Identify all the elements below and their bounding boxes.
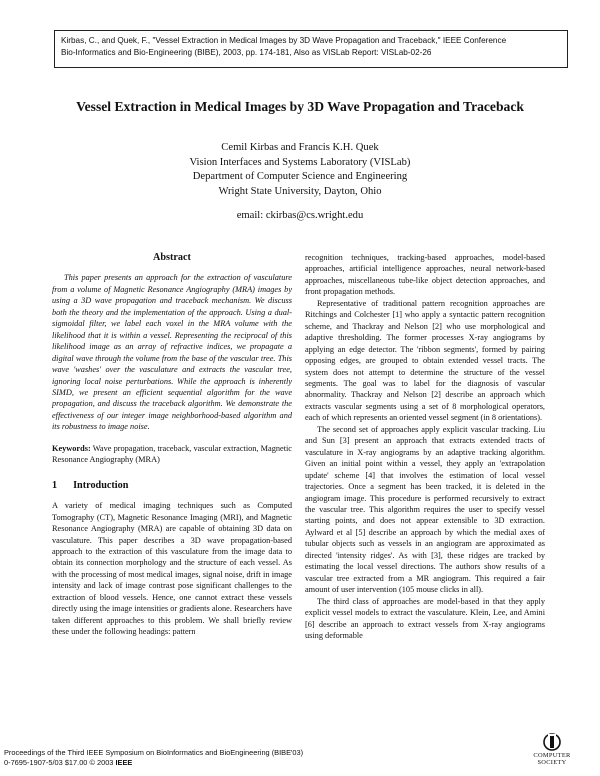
left-column	[52, 252, 292, 638]
author-department: Department of Computer Science and Engineering	[192, 171, 408, 182]
footer-proceedings: Proceedings of the Third IEEE Symposium on BioInformatics and BioEngineering (BIBE'03)	[4, 748, 304, 757]
citation-line-2: Bio-Informatics and Bio-Engineering (BIBE), 2003, pp. 174-181, Also as VISLab Report: VISLab-02-26	[61, 47, 432, 57]
section-title: Introduction	[73, 479, 129, 491]
author-names: Cemil Kirbas and Francis K.H. Quek	[221, 142, 379, 153]
intro-paragraph-1: A variety of medical imaging techniques such as Computed Tomography (CT), Magnetic Resonance Imaging (MRI), and Magnetic Resonance Angiography (MRA) are capable of obtaining 3D data on vasculature. This paper describes a 3D wave propagation-based approach to the extraction of this vasculature from the image data to obtain its connection morphology and the structure of each vessel. As with the processing of most medical images, signal noise, drift in image intensity and lack of image contrast pose significant challenges to the extraction of blood vessels. Hence, one cannot extract these vessels directly using the image intensities or gradients alone. Researchers have taken different approaches to this problem. We shall briefly review these under the following headings: pattern	[52, 501, 292, 637]
paper-title: Vessel Extraction in Medical Images by 3D Wave Propagation and Traceback	[76, 99, 524, 114]
abstract-text: This paper presents an approach for the extraction of vasculature from a volume of Magnetic Resonance Angiography (MRA) images by using a 3D wave propagation and traceback mechanism. We discuss both the theory and the implementation of the approach. Using a dual-sigmoidal filter, we label each voxel in the MRA volume with the likelihood that it is within a vessel. Representing the reciprocal of this likelihood image as an array of refractive indices, we propagate a digital wave through the volume from the base of the vascular tree. This wave 'washes' over the vasculature and extracts the vascular tree, ignoring local noise perturbations. While the approach is inherently SIMD, we present an efficient sequential algorithm for the wave propagation, and discuss the traceback algorithm. We demonstrate the effectiveness of our integer image neighborhood-based algorithm and its robustness to image noise.	[52, 273, 292, 432]
computer-society-logo	[524, 732, 580, 772]
right-paragraph-2: The second set of approaches apply explicit vascular tracking. Liu and Sun [3] present an approach that extracts extended tracts of vasculature in X-ray angiograms by an adaptive tracking algorithm. Given an initial point within a vessel, they apply an 'extrapolation update' scheme [4] that involves the estimation of local vessel trajectories. Once a segment has been tracked, it is deleted in the angiogram image. This procedure is performed recursively to extract the vascular tree. This algorithm requires the user to specify vessel starting points, and does not appear extensible to 3D extraction. Aylward et al [5] describe an approach by which the medial axes of tubular objects such as vessels in an angiogram are approximated as directed 'intensity ridges'. As with [3], these ridges are tracked by estimating the local vessel directions. The authors show results of a vascular tree extracted from a MR angiogram. This required a fair amount of user intervention (105 mouse clicks in all).	[305, 424, 545, 595]
logo-text-computer: COMPUTER	[533, 752, 571, 759]
right-column	[305, 252, 545, 641]
logo-text-society: SOCIETY	[537, 759, 567, 766]
right-paragraph-1: Representative of traditional pattern recognition approaches are Ritchings and Colchester [1] who apply a syntactic pattern recognition scheme, and Thackray and Nelson [2] who use morphological and adaptive thresholding. The former processes X-ray angiograms by applying an edge detector. The 'ribbon segments', formed by pairing opposing edges, are grouped to obtain extended vessel tracts. The system does not attempt to determine the structure of the vessel segments. The goal was to label for the diagnosis of vascular abnormality. Thackray and Nelson [2] describe an approach which extracts vascular segments using a set of 8 morphological operators, each of which represents an oriented vessel segment (in 8 orientations).	[305, 298, 545, 423]
right-paragraph-0: recognition techniques, tracking-based approaches, model-based approaches, artificial intelligence approaches, neural network-based approaches, miscellaneous tube-like object detection approaches, and front propagation methods.	[305, 253, 545, 297]
author-university: Wright State University, Dayton, Ohio	[218, 185, 382, 197]
abstract-heading: Abstract	[153, 252, 191, 263]
citation-box	[54, 30, 568, 68]
author-lab: Vision Interfaces and Systems Laboratory (VISLab)	[189, 156, 411, 168]
footer-isbn: 0-7695-1907-5/03 $17.00 © 2003	[4, 758, 114, 767]
right-paragraph-3: The third class of approaches are model-based in that they apply explicit vessel models to extract the vasculature. Klein, Lee, and Amini [6] describe an approach to extract vessels from X-ray angiograms using deformable	[305, 596, 545, 640]
author-block	[0, 141, 600, 199]
author-email: email: ckirbas@cs.wright.edu	[236, 210, 364, 221]
computer-society-emblem-icon	[541, 732, 563, 752]
page-footer	[4, 748, 303, 768]
citation-line-1: Kirbas, C., and Quek, F., "Vessel Extraction in Medical Images by 3D Wave Propagation and Traceback," IEEE Conference	[61, 36, 507, 45]
keywords-text: Wave propagation, traceback, vascular extraction, Magnetic Resonance Angiography (MRA)	[52, 443, 292, 465]
footer-copyright	[4, 758, 303, 768]
section-heading-introduction	[52, 480, 292, 491]
section-number: 1	[52, 479, 58, 491]
keywords	[52, 443, 292, 466]
footer-ieee: IEEE	[115, 758, 133, 767]
keywords-label: Keywords:	[52, 443, 91, 453]
